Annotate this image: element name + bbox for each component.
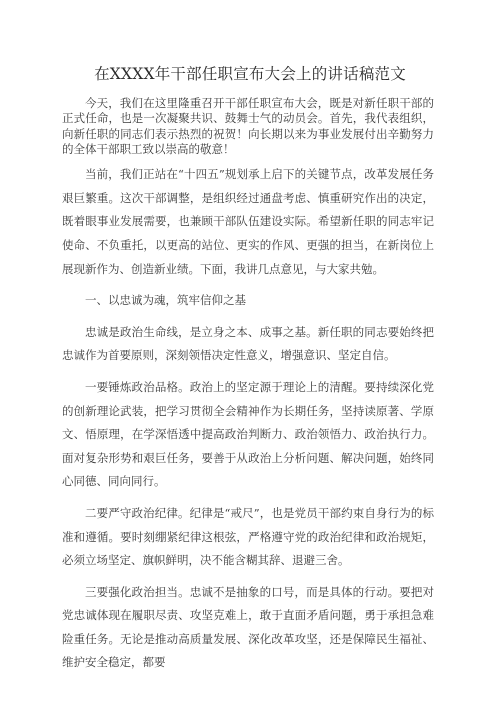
body-paragraph: 二要严守政治纪律。纪律是“戒尺”，也是党员干部约束自身行为的标准和遵循。要时刻绷紧纪律这根弦，严格遵守党的政治纪律和政治规矩，必须立场坚定、旗帜鲜明，决不能含糊其辞、退避三舍。 — [62, 505, 434, 568]
intro-paragraph: 今天，我们在这里隆重召开干部任职宣布大会，既是对新任职干部的正式任命，也是一次凝聚共识、鼓舞士气的动员会。首先，我代表组织，向新任职的同志们表示热烈的祝贺！向长期以来为事业发展付出辛勤努力的全体干部职工致以崇高的敬意！ — [62, 96, 434, 156]
body-paragraph: 忠诚是政治生命线，是立身之本、成事之基。新任职的同志要始终把忠诚作为首要原则，深刻领悟决定性意义，增强意识、坚定自信。 — [62, 324, 434, 363]
document-body — [62, 96, 434, 675]
section-heading: 一、以忠诚为魂，筑牢信仰之基 — [85, 293, 246, 308]
body-paragraph: 当前，我们正站在“十四五”规划承上启下的关键节点，改革发展任务艰巨繁重。这次干部调整，是组织经过通盘考虑、慎重研究作出的决定，既着眼事业发展需要，也兼顾干部队伍建设实际。希望新任职的同志牢记使命、不负重托，以更高的站位、更实的作风、更强的担当，在新岗位上展现新作为、创造新业绩。下面，我讲几点意见，与大家共勉。 — [62, 167, 434, 276]
document-title: 在XXXX年干部任职宣布大会上的讲话稿范文 — [94, 65, 406, 83]
body-paragraph: 一要锤炼政治品格。政治上的坚定源于理论上的清醒。要持续深化党的创新理论武装，把学习贯彻全会精神作为长期任务，坚持读原著、学原文、悟原理，在学深悟透中提高政治判断力、政治领悟力、政治执行力。面对复杂形势和艰巨任务，要善于从政治上分析问题、解决问题，始终同心同德、同向同行。 — [62, 379, 434, 489]
body-paragraph: 三要强化政治担当。忠诚不是抽象的口号，而是具体的行动。要把对党忠诚体现在履职尽责、攻坚克难上，敢于直面矛盾问题，勇于承担急难险重任务。无论是推动高质量发展、深化改革攻坚，还是保障民生福祉、维护安全稳定，都要 — [62, 584, 434, 670]
